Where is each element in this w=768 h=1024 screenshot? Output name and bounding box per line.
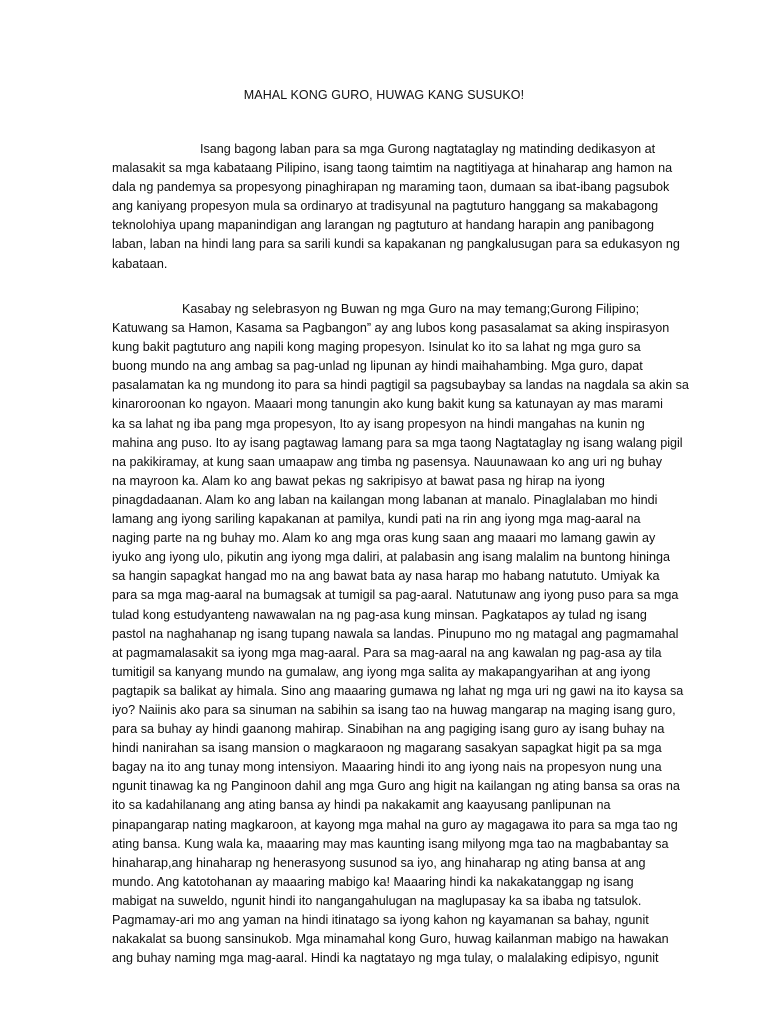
text-line: hinaharap,ang hinaharap ng henerasyong susunod sa iyo, ang hinaharap ng ating bansa at ang	[112, 855, 646, 870]
text-line: kinaroroonan ko ngayon. Maaari mong tanungin ako kung bakit kung sa katunayan ay mas marami	[112, 397, 663, 412]
text-line: kabataan.	[112, 256, 168, 271]
text-line: pinapangarap nating magkaroon, at kayong mga mahal na guro ay magagawa ito para sa mga tao ng	[112, 817, 678, 832]
text-line: hindi nanirahan sa isang mansion o magkaraoon ng magarang sasakyan sapagkat higit pa sa mga	[112, 741, 662, 756]
paragraph-2	[112, 300, 689, 968]
text-line: buong mundo na ang ambag sa pag-unlad ng lipunan ay hindi maihahambing. Mga guro, dapat	[112, 359, 643, 374]
text-line: mahina ang puso. Ito ay isang pagtawag lamang para sa mga taong Nagtataglay ng isang walang pigil	[112, 435, 683, 450]
text-line: na pakikiramay, at kung saan umaapaw ang timba ng pasensya. Nauunawaan ko ang uri ng buhay	[112, 454, 663, 469]
text-line: pagtapik sa balikat ay himala. Sino ang maaaring gumawa ng lahat ng mga uri ng gawi na ito kaysa sa	[112, 683, 684, 698]
text-line: ang kaniyang propesyon mula sa ordinaryo at tradisyunal na pagtuturo hanggang sa makabagong	[112, 199, 659, 214]
text-line: para sa mga mag-aaral na bumagsak at tumigil sa pag-aaral. Natutunaw ang iyong puso para sa mga	[112, 588, 679, 603]
text-line: dala ng pandemya sa propesyong pinaghirapan ng maraming taon, dumaan sa ibat-ibang pagsubok	[112, 180, 670, 195]
text-line: ang buhay naming mga mag-aaral. Hindi ka nagtatayo ng mga tulay, o malalaking edipisyo, ngunit	[112, 951, 659, 966]
text-line: na mayroon ka. Alam ko ang bawat pekas ng sakripisyo at bawat pasa ng hirap na iyong	[112, 473, 605, 488]
text-line: Isang bagong laban para sa mga Gurong nagtataglay ng matinding dedikasyon at	[200, 142, 656, 156]
text-line: sa hangin sapagkat hangad mo na ang bawat bata ay nasa harap mo habang natututo. Umiyak ka	[112, 569, 660, 584]
text-line: ating bansa. Kung wala ka, maaaring may mas kaunting isang milyong mga tao na magbabantay sa	[112, 836, 669, 851]
text-line: Kasabay ng selebrasyon ng Buwan ng mga Guro na may temang;Gurong Filipino;	[182, 302, 640, 316]
text-line: ka sa lahat ng iba pang mga propesyon, Ito ay isang propesyon na hindi mangahas na kunin ng	[112, 416, 645, 431]
text-line: mabigat na suweldo, ngunit hindi ito nangangahulugan na maglupasay ka sa ibaba ng tatsulok.	[112, 893, 642, 908]
text-line: para sa buhay ay hindi gaanong mahirap. Sinabihan na ang pagiging isang guro ay isang buhay na	[112, 722, 665, 737]
text-line: bagay na ito ang tunay mong intensiyon. Maaaring hindi ito ang iyong nais na propesyon nung una	[112, 760, 662, 775]
text-line: mundo. Ang katotohanan ay maaaring mabigo ka! Maaaring hindi ka nakakatanggap ng isang	[112, 874, 634, 889]
text-line: malasakit sa mga kabataang Pilipino, isang taong taimtim na nagtitiyaga at hinaharap ang hamon na	[112, 161, 673, 176]
text-line: tulad kong estudyanteng nawawalan na ng pag-asa kung minsan. Pagkatapos ay tulad ng isang	[112, 607, 647, 622]
text-line: ito sa kadahilanang ang ating bansa ay hindi pa nakakamit ang kaayusang panlipunan na	[112, 798, 611, 813]
text-line: nakakalat sa buong sansinukob. Mga minamahal kong Guro, huwag kailanman mabigo na hawakan	[112, 932, 669, 947]
text-line: pasalamatan ka ng mundong ito para sa hindi pagtigil sa pagsubaybay sa landas na nagdala sa akin sa	[112, 378, 689, 393]
text-line: Katuwang sa Hamon, Kasama sa Pagbangon” ay ang lubos kong pasasalamat sa aking inspirasyon	[112, 321, 670, 336]
text-line: at pagmamalasakit sa iyong mga mag-aaral. Para sa mag-aaral na ang kawalan ng pag-asa ay tila	[112, 645, 662, 660]
text-line: iyuko ang iyong ulo, pikutin ang iyong mga daliri, at palabasin ang isang malalim na buntong hininga	[112, 550, 670, 565]
text-line: naging parte na ng buhay mo. Alam ko ang mga oras kung saan ang maaari mo lamang gawin ay	[112, 531, 656, 546]
text-line: pinagdadaanan. Alam ko ang laban na kailangan mong labanan at manalo. Pinaglalaban mo hindi	[112, 492, 658, 507]
document-title: MAHAL KONG GURO, HUWAG KANG SUSUKO!	[243, 88, 525, 102]
text-line: laban, laban na hindi lang para sa sarili kundi sa kapakanan ng pangkalusugan para sa edukasyon ng	[112, 237, 680, 252]
paragraph-1	[112, 140, 680, 274]
text-line: iyo? Naiinis ako para sa sinuman na sabihin sa isang tao na huwag mangarap na maging isang guro,	[112, 702, 676, 717]
text-line: tumitigil sa kanyang mundo na gumalaw, ang iyong mga salita ay makapangyarihan at ang iyong	[112, 664, 651, 679]
text-line: lamang ang iyong sariling kapakanan at pamilya, kundi pati na rin ang iyong mga mag-aaral na	[112, 512, 641, 527]
text-line: kung bakit pagtuturo ang napili kong maging propesyon. Isinulat ko ito sa lahat ng mga guro sa	[112, 340, 641, 355]
text-line: teknolohiya upang mapanindigan ang larangan ng pagtuturo at handang harapin ang panibagong	[112, 218, 654, 233]
text-line: ngunit tinawag ka ng Panginoon dahil ang mga Guro ang higit na kailangan ng ating bansa sa oras na	[112, 779, 680, 794]
text-line: Pagmamay-ari mo ang yaman na hindi itinatago sa iyong kahon ng kayamanan sa bahay, ngunit	[112, 913, 649, 927]
text-line: pastol na naghahanap ng isang tupang nawala sa landas. Pinupuno mo ng matagal ang pagmamahal	[112, 626, 679, 641]
